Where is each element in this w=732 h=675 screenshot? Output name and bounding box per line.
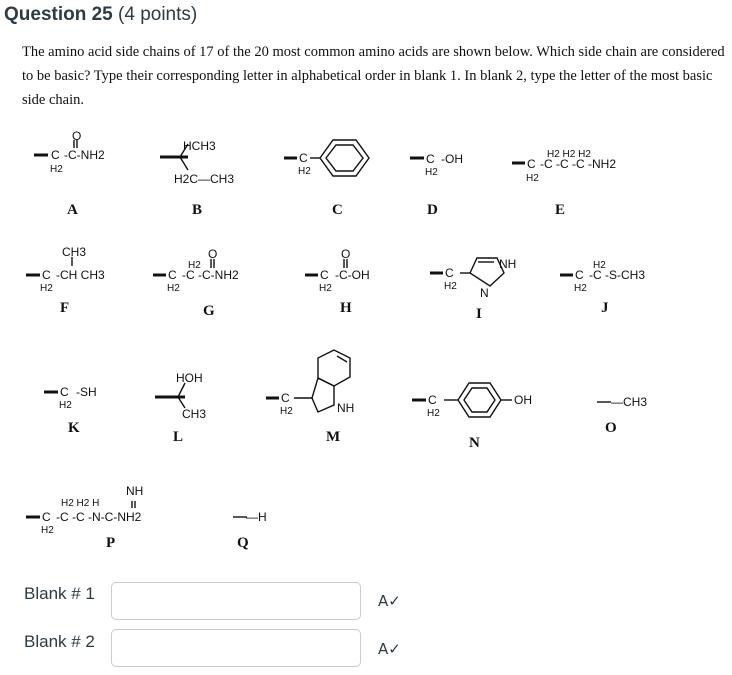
- structure-a-chain: -C-NH2: [64, 148, 105, 162]
- question-prompt: The amino acid side chains of 17 of the 20 most common amino acids are shown below. Which side chain are considered to be basic? Type their corresponding letter in alphabetical order in blank 1. In blank 2, type the letter of the most basic side chain.: [22, 44, 725, 108]
- structure-p-top: H2 H2 H: [61, 498, 100, 509]
- structure-o: [605, 395, 647, 436]
- structure-l: [173, 371, 206, 445]
- structure-c: [298, 151, 343, 218]
- structure-m-letter: M: [326, 429, 341, 445]
- structure-g-h2: H2: [167, 283, 180, 294]
- structure-h: [319, 247, 370, 316]
- structure-g-o: O: [208, 247, 218, 261]
- structure-g-letter: G: [203, 303, 215, 319]
- structure-k-sh: -SH: [76, 385, 97, 399]
- structure-j: [574, 260, 645, 316]
- structure-k-h2: H2: [59, 400, 72, 411]
- spellcheck-icon[interactable]: A✓: [378, 592, 401, 610]
- structure-n-h2: H2: [427, 408, 440, 419]
- structure-a-c: C: [51, 148, 60, 162]
- structure-i-c: C: [445, 266, 454, 280]
- structure-m: [280, 391, 354, 445]
- structure-e-letter: E: [555, 202, 566, 218]
- structure-g-top: H2: [188, 260, 201, 271]
- structure-b: [174, 139, 234, 218]
- blank-1-input[interactable]: [111, 582, 361, 620]
- structure-l-letter: L: [173, 429, 184, 445]
- blank-2-label: Blank # 2: [24, 632, 95, 651]
- structure-i-nh: NH: [499, 257, 517, 271]
- structure-k-c: C: [60, 385, 69, 399]
- structure-a-letter: A: [67, 202, 78, 218]
- structure-g: [167, 247, 239, 319]
- structure-i-h2: H2: [444, 281, 457, 292]
- structure-d: [425, 152, 463, 218]
- structure-d-h2: H2: [425, 167, 438, 178]
- structure-f-ch3: CH3: [62, 245, 87, 259]
- blank-1-label: Blank # 1: [24, 584, 95, 603]
- structure-l-ch3: CH3: [182, 407, 207, 421]
- structure-j-top: H2: [593, 260, 606, 271]
- structure-b-ch3: HCH3: [183, 139, 216, 153]
- structure-m-nh: NH: [337, 401, 355, 415]
- structure-h-o: O: [341, 247, 351, 261]
- structure-a: [50, 129, 105, 218]
- structure-j-c: C: [575, 268, 584, 282]
- structure-f: [40, 245, 105, 316]
- structure-i-n: N: [480, 286, 489, 300]
- structure-h-h2: H2: [319, 283, 332, 294]
- structure-n-c: C: [428, 393, 437, 407]
- structure-d-c: C: [426, 152, 435, 166]
- structure-e: [526, 149, 616, 218]
- structure-a-h2: H2: [50, 164, 63, 175]
- structure-f-chain: -CH CH3: [56, 268, 105, 282]
- structure-k-letter: K: [68, 420, 80, 436]
- structure-g-c: C: [168, 268, 177, 282]
- structure-q-letter: Q: [237, 535, 249, 551]
- structure-c-letter: C: [332, 202, 343, 218]
- spellcheck-icon-2[interactable]: A✓: [378, 640, 401, 658]
- structure-p-nh: NH: [126, 484, 144, 498]
- structure-i-letter: I: [476, 306, 482, 322]
- structure-p-h2: H2: [41, 525, 54, 536]
- blank-2-input[interactable]: [111, 629, 361, 667]
- structure-b-h2c: H2C—CH3: [174, 172, 235, 186]
- structure-d-oh: -OH: [441, 152, 463, 166]
- structure-n: [427, 393, 532, 451]
- structure-e-chain: -C -C -C -NH2: [540, 157, 616, 171]
- structure-p-letter: P: [106, 535, 116, 551]
- structure-m-c: C: [281, 391, 290, 405]
- structure-c-h2: H2: [298, 166, 311, 177]
- structure-o-letter: O: [605, 420, 617, 436]
- structure-e-top: H2 H2 H2: [547, 149, 591, 160]
- structure-q-h: —H: [246, 510, 267, 524]
- structure-c-c: C: [299, 151, 308, 165]
- structure-k: [59, 385, 97, 436]
- structure-p-chain: -C -C -N-C-NH2: [56, 510, 142, 524]
- structure-n-letter: N: [469, 435, 480, 451]
- structure-e-c: C: [527, 157, 536, 171]
- structure-j-chain: -C -S-CH3: [589, 268, 645, 282]
- question-number: Question 25: [4, 4, 113, 25]
- structure-g-chain: -C -C-NH2: [182, 268, 239, 282]
- structure-d-letter: D: [427, 202, 438, 218]
- structure-q: [237, 510, 267, 551]
- structure-a-o: O: [72, 129, 82, 143]
- structure-f-c: C: [42, 268, 51, 282]
- structure-l-hoh: HOH: [176, 371, 203, 385]
- structure-i: [444, 257, 516, 322]
- structure-p-c: C: [42, 510, 51, 524]
- question-points: (4 points): [118, 4, 198, 25]
- structure-b-letter: B: [192, 202, 203, 218]
- structure-f-h2: H2: [40, 283, 53, 294]
- structure-p: [41, 484, 143, 551]
- structure-f-letter: F: [60, 300, 70, 316]
- structure-h-chain: -C-OH: [335, 268, 370, 282]
- structure-h-letter: H: [340, 300, 352, 316]
- structure-h-c: C: [320, 268, 329, 282]
- structure-o-ch3: —CH3: [611, 395, 648, 409]
- structure-m-h2: H2: [280, 406, 293, 417]
- structure-j-h2: H2: [574, 283, 587, 294]
- structure-n-oh: OH: [514, 393, 532, 407]
- structure-j-letter: J: [601, 300, 609, 316]
- structure-e-h2: H2: [526, 173, 539, 184]
